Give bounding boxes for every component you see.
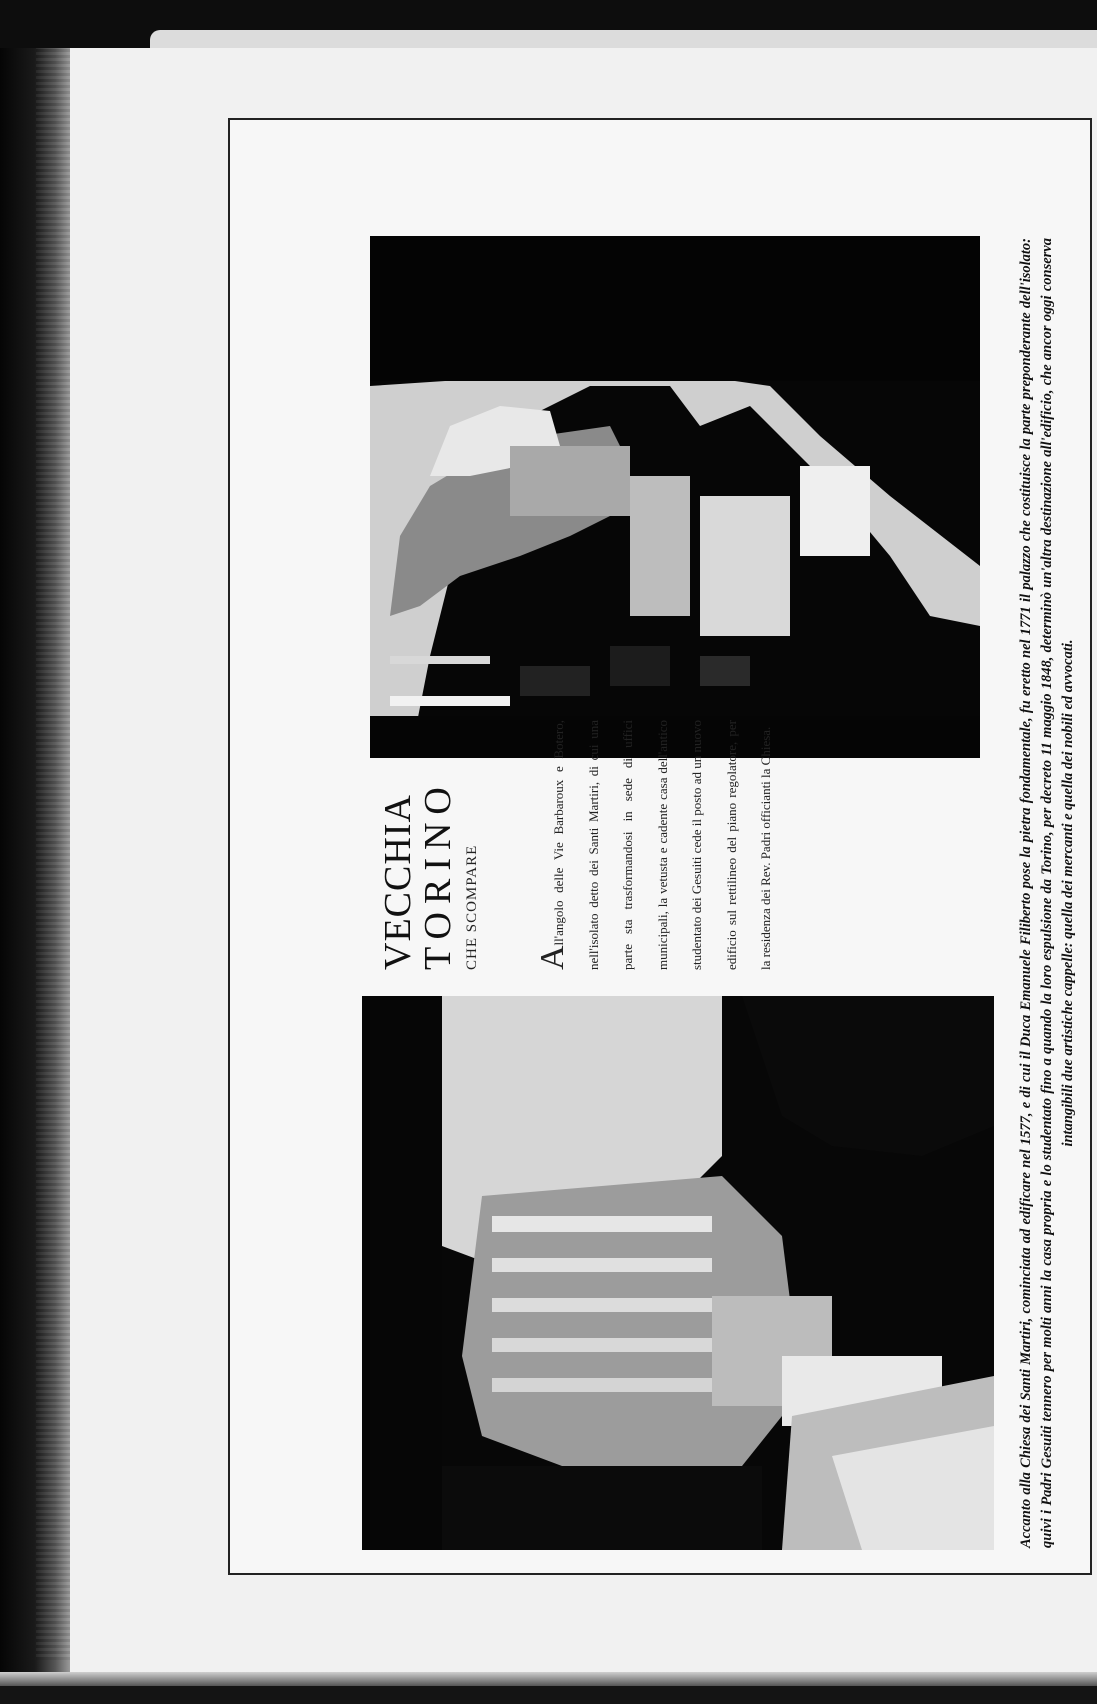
intro-paragraph-text	[534, 720, 784, 970]
magazine-page	[70, 48, 1097, 1672]
title-torino: TORINO	[417, 779, 459, 970]
scanner-left-streaks	[36, 40, 70, 1660]
photo-caption-text: Accanto alla Chiesa dei Santi Martiri, cominciata ad edificare nel 1577, e di cui il Duca Emanuele Filiberto pose la pietra fondamentale, fu eretto nel 1771 il palazzo che costituisce la parte preponderante dell'isolato: quivi i Padri Gesuiti tennero per molti anni la casa propria e lo studentato fino a quando la loro espulsione da Torino, per decreto 11 maggio 1848, determinò un'altra destinazione all'edificio, che ancor oggi conserva intangibili due artistiche cappelle: quella dei mercanti e quella dei nobili ed avvocati.	[1018, 238, 1076, 1548]
subtitle-che-scompare: CHE SCOMPARE	[464, 844, 480, 970]
scanner-bottom-shadow	[0, 1672, 1097, 1686]
scanner-bottom-edge	[0, 1686, 1097, 1704]
article-title-block	[378, 730, 482, 970]
drop-cap: A	[534, 945, 571, 970]
photo-caption	[1016, 238, 1079, 1548]
page-top-curl	[150, 30, 1097, 50]
photo-old-building	[362, 996, 994, 1550]
photo-church-street	[370, 236, 980, 758]
photo-old-building-image	[362, 996, 994, 1550]
intro-paragraph	[534, 720, 784, 970]
intro-body: ll'angolo delle Vie Barbaroux e Botero, nell'isolato detto dei Santi Martiri, di cui una parte sta trasformandosi in sede di uffici municipali, la vetusta e cadente casa dell'antico studentato dei Gesuiti cede il posto ad un nuovo edificio sul rettilineo del piano regolatore, per la residenza dei Rev. Padri officianti la Chiesa.	[551, 720, 773, 970]
photo-church-street-image	[370, 236, 980, 758]
title-vecchia: VECCHIA	[377, 794, 419, 970]
